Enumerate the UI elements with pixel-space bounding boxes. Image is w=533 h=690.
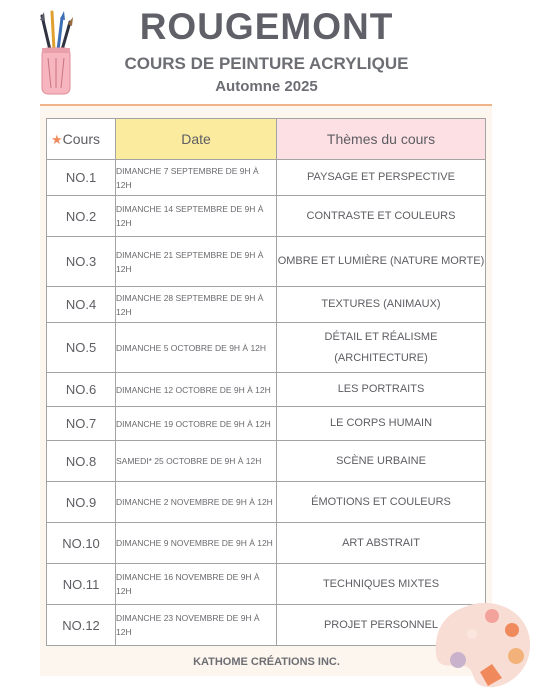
course-number: NO.4 bbox=[47, 287, 116, 323]
course-number: NO.1 bbox=[47, 160, 116, 196]
star-icon: ★ bbox=[51, 131, 63, 147]
table-row bbox=[47, 605, 486, 646]
header-date: Date bbox=[116, 119, 277, 160]
course-date: DIMANCHE 21 SEPTEMBRE DE 9H À 12H bbox=[116, 237, 277, 287]
table-row bbox=[47, 523, 486, 564]
course-subtitle: COURS DE PEINTURE ACRYLIQUE bbox=[124, 54, 409, 73]
course-date: DIMANCHE 23 NOVEMBRE DE 9H À 12H bbox=[116, 605, 277, 646]
page-title: ROUGEMONT bbox=[139, 6, 394, 47]
season-label: Automne 2025 bbox=[215, 78, 318, 95]
table-row bbox=[47, 373, 486, 407]
header-cours: ★Cours bbox=[47, 119, 116, 160]
course-date: DIMANCHE 28 SEPTEMBRE DE 9H À 12H bbox=[116, 287, 277, 323]
course-date: DIMANCHE 9 NOVEMBRE DE 9H À 12H bbox=[116, 523, 277, 564]
course-date: DIMANCHE 16 NOVEMBRE DE 9H À 12H bbox=[116, 564, 277, 605]
course-theme: ÉMOTIONS ET COULEURS bbox=[277, 482, 486, 523]
course-number: NO.5 bbox=[47, 323, 116, 373]
course-theme: DÉTAIL ET RÉALISME (ARCHITECTURE) bbox=[277, 323, 486, 373]
course-number: NO.8 bbox=[47, 441, 116, 482]
course-number: NO.10 bbox=[47, 523, 116, 564]
course-number: NO.3 bbox=[47, 237, 116, 287]
table-row bbox=[47, 564, 486, 605]
course-date: DIMANCHE 7 SEPTEMBRE DE 9H À 12H bbox=[116, 160, 277, 196]
table-row bbox=[47, 323, 486, 373]
table-row bbox=[47, 196, 486, 237]
schedule-body bbox=[47, 160, 486, 646]
course-theme: PROJET PERSONNEL bbox=[277, 605, 486, 646]
course-date: DIMANCHE 2 NOVEMBRE DE 9H À 12H bbox=[116, 482, 277, 523]
course-date: DIMANCHE 19 OCTOBRE DE 9H À 12H bbox=[116, 407, 277, 441]
course-theme: CONTRASTE ET COULEURS bbox=[277, 196, 486, 237]
course-theme: TEXTURES (ANIMAUX) bbox=[277, 287, 486, 323]
course-number: NO.9 bbox=[47, 482, 116, 523]
paint-palette-icon bbox=[432, 598, 532, 690]
course-date: DIMANCHE 5 OCTOBRE DE 9H À 12H bbox=[116, 323, 277, 373]
course-number: NO.12 bbox=[47, 605, 116, 646]
course-date: DIMANCHE 14 SEPTEMBRE DE 9H À 12H bbox=[116, 196, 277, 237]
table-row bbox=[47, 287, 486, 323]
course-theme: SCÈNE URBAINE bbox=[277, 441, 486, 482]
course-theme: ART ABSTRAIT bbox=[277, 523, 486, 564]
course-number: NO.6 bbox=[47, 373, 116, 407]
table-row bbox=[47, 407, 486, 441]
course-theme: LE CORPS HUMAIN bbox=[277, 407, 486, 441]
course-theme: OMBRE ET LUMIÈRE (NATURE MORTE) bbox=[277, 237, 486, 287]
header-themes: Thèmes du cours bbox=[277, 119, 486, 160]
course-number: NO.7 bbox=[47, 407, 116, 441]
table-row bbox=[47, 441, 486, 482]
table-row bbox=[47, 482, 486, 523]
course-number: NO.11 bbox=[47, 564, 116, 605]
course-theme: PAYSAGE ET PERSPECTIVE bbox=[277, 160, 486, 196]
course-date: SAMEDI* 25 OCTOBRE DE 9H À 12H bbox=[116, 441, 277, 482]
table-row bbox=[47, 237, 486, 287]
table-row bbox=[47, 160, 486, 196]
course-number: NO.2 bbox=[47, 196, 116, 237]
course-theme: LES PORTRAITS bbox=[277, 373, 486, 407]
schedule-table bbox=[46, 118, 486, 646]
table-header-row bbox=[47, 119, 486, 160]
course-theme: TECHNIQUES MIXTES bbox=[277, 564, 486, 605]
course-date: DIMANCHE 12 OCTOBRE DE 9H À 12H bbox=[116, 373, 277, 407]
footer-company: KATHOME CRÉATIONS INC. bbox=[193, 656, 340, 668]
